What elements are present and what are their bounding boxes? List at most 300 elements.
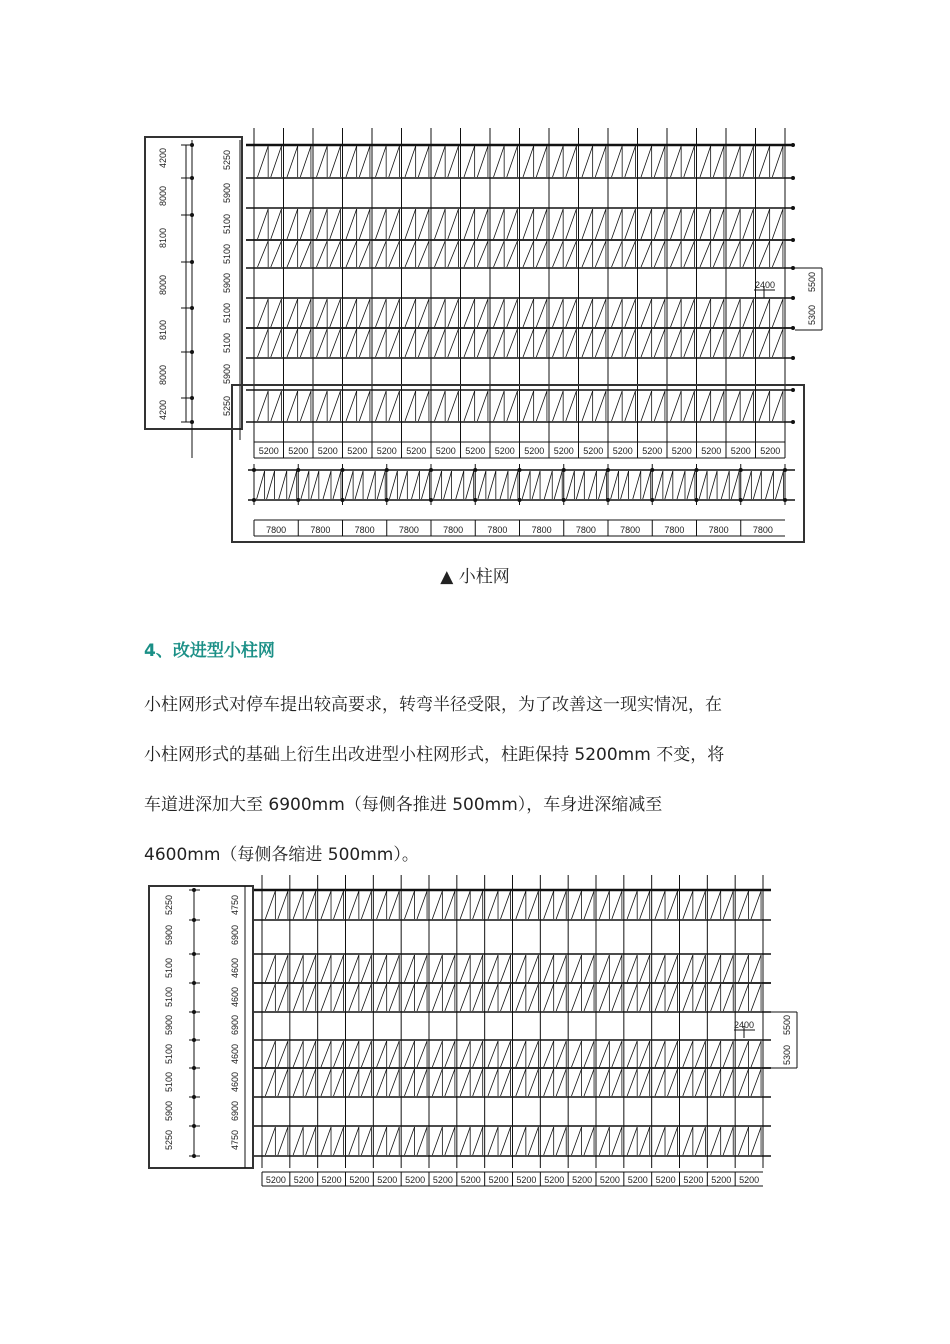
section-heading: 4、改进型小柱网	[144, 641, 275, 661]
stall-stroke	[488, 471, 496, 499]
stall-stroke	[711, 955, 721, 982]
stall-stroke	[346, 146, 357, 177]
stall-stroke	[640, 891, 650, 919]
stall-stroke	[321, 955, 331, 982]
stall-stroke	[772, 146, 783, 177]
stall-stroke	[477, 241, 488, 267]
grid-node	[791, 388, 795, 392]
stall-stroke	[683, 1127, 693, 1155]
detail-frame	[232, 385, 804, 542]
stall-stroke	[417, 1069, 427, 1096]
grid-node	[791, 238, 795, 242]
stall-stroke	[711, 1041, 721, 1067]
grid-node	[192, 1124, 196, 1128]
stall-stroke	[488, 1127, 498, 1155]
stall-stroke	[405, 146, 416, 177]
stall-stroke	[389, 891, 399, 919]
stall-stroke	[612, 299, 623, 327]
stall-stroke	[477, 391, 488, 421]
stall-stroke	[265, 1069, 275, 1096]
annotation-label: 5500	[782, 1014, 792, 1036]
stall-stroke	[695, 891, 705, 919]
grid-node	[190, 213, 194, 217]
dimension-label: 4600	[230, 1043, 240, 1065]
dimension-label: 5200	[405, 1175, 426, 1185]
dimension-label: 5200	[553, 446, 574, 456]
stall-stroke	[464, 146, 475, 177]
stall-stroke	[684, 299, 695, 327]
stall-stroke	[711, 1069, 721, 1096]
stall-stroke	[625, 209, 636, 239]
dimension-label: 5200	[406, 446, 427, 456]
stall-stroke	[625, 329, 636, 357]
stall-stroke	[739, 984, 749, 1011]
stall-stroke	[466, 471, 474, 499]
stall-stroke	[293, 955, 303, 982]
stall-stroke	[445, 1069, 455, 1096]
stall-stroke	[612, 1041, 622, 1067]
dimension-label: 7800	[398, 525, 419, 535]
stall-stroke	[473, 1127, 483, 1155]
stall-stroke	[271, 299, 282, 327]
stall-stroke	[611, 471, 619, 499]
stall-stroke	[300, 391, 311, 421]
stall-stroke	[349, 1127, 359, 1155]
stall-stroke	[522, 471, 530, 499]
stall-stroke	[389, 1127, 399, 1155]
stall-stroke	[566, 391, 577, 421]
section-paragraph	[144, 680, 824, 880]
stall-stroke	[566, 299, 577, 327]
stall-stroke	[501, 1127, 511, 1155]
stall-stroke	[584, 1041, 594, 1067]
dimension-label: 5200	[544, 1175, 565, 1185]
stall-stroke	[730, 146, 741, 177]
stall-stroke	[317, 241, 328, 267]
stall-stroke	[582, 241, 593, 267]
dimension-label: 7800	[575, 525, 596, 535]
stall-stroke	[346, 329, 357, 357]
stall-stroke	[759, 241, 770, 267]
paragraph-line: 4600mm（每侧各缩进 500mm）。	[144, 845, 419, 865]
stall-stroke	[494, 241, 505, 267]
stall-stroke	[553, 299, 564, 327]
stall-stroke	[330, 299, 341, 327]
stall-stroke	[367, 471, 375, 499]
grid-node	[192, 981, 196, 985]
stall-stroke	[258, 241, 269, 267]
left-dimension-frame	[149, 886, 253, 1168]
stall-stroke	[330, 209, 341, 239]
stall-stroke	[418, 391, 429, 421]
dimension-label: 5200	[288, 446, 309, 456]
stall-stroke	[287, 329, 298, 357]
dimension-label: 5900	[164, 1100, 174, 1122]
stall-stroke	[500, 471, 508, 499]
dimension-label: 6900	[230, 1100, 240, 1122]
stall-stroke	[477, 299, 488, 327]
stall-stroke	[435, 209, 446, 239]
stall-stroke	[507, 391, 518, 421]
stall-stroke	[683, 891, 693, 919]
dimension-label: 5200	[265, 1175, 286, 1185]
stall-stroke	[655, 1069, 665, 1096]
small-column-grid-drawing	[0, 0, 950, 560]
dimension-label: 7800	[310, 525, 331, 535]
stall-stroke	[523, 209, 534, 239]
dimension-label: 6900	[230, 1014, 240, 1036]
stall-stroke	[460, 1041, 470, 1067]
stall-stroke	[306, 1069, 316, 1096]
stall-stroke	[432, 1041, 442, 1067]
stall-stroke	[759, 391, 770, 421]
dimension-label: 5200	[730, 446, 751, 456]
stall-stroke	[671, 391, 682, 421]
grid-node	[791, 206, 795, 210]
stall-stroke	[361, 984, 371, 1011]
stall-stroke	[389, 299, 400, 327]
stall-stroke	[516, 1069, 526, 1096]
stall-stroke	[599, 1069, 609, 1096]
stall-stroke	[633, 471, 641, 499]
stall-stroke	[418, 241, 429, 267]
stall-stroke	[359, 209, 370, 239]
dimension-label: 5200	[347, 446, 368, 456]
stall-stroke	[278, 984, 288, 1011]
stall-stroke	[687, 471, 695, 499]
stall-stroke	[477, 209, 488, 239]
dimension-label: 5100	[222, 243, 232, 265]
stall-stroke	[435, 241, 446, 267]
stall-stroke	[556, 1127, 566, 1155]
stall-stroke	[627, 1127, 637, 1155]
stall-stroke	[536, 391, 547, 421]
stall-stroke	[582, 329, 593, 357]
stall-stroke	[359, 391, 370, 421]
stall-stroke	[293, 1041, 303, 1067]
dimension-label: 8100	[158, 227, 168, 249]
stall-stroke	[278, 1069, 288, 1096]
stall-stroke	[713, 299, 724, 327]
stall-stroke	[501, 984, 511, 1011]
stall-stroke	[405, 984, 415, 1011]
grid-node	[739, 498, 743, 502]
stall-stroke	[287, 391, 298, 421]
stall-stroke	[306, 955, 316, 982]
stall-stroke	[349, 1069, 359, 1096]
stall-stroke	[507, 146, 518, 177]
paragraph-line: 小柱网形式对停车提出较高要求，转弯半径受限，为了改善这一现实情况，在	[144, 695, 722, 715]
stall-stroke	[293, 891, 303, 919]
dimension-label: 7800	[664, 525, 685, 535]
stall-stroke	[572, 1041, 582, 1067]
grid-node	[695, 498, 699, 502]
grid-node	[473, 498, 477, 502]
grid-node	[562, 498, 566, 502]
stall-stroke	[739, 1127, 749, 1155]
stall-stroke	[695, 1069, 705, 1096]
stall-stroke	[775, 471, 783, 499]
stall-stroke	[287, 241, 298, 267]
dimension-label: 5200	[376, 446, 397, 456]
stall-stroke	[334, 984, 344, 1011]
stall-stroke	[473, 1041, 483, 1067]
stall-stroke	[759, 299, 770, 327]
stall-stroke	[544, 984, 554, 1011]
dimension-label: 5200	[612, 446, 633, 456]
dimension-label: 5200	[494, 446, 515, 456]
stall-stroke	[684, 209, 695, 239]
stall-stroke	[544, 1069, 554, 1096]
stall-stroke	[621, 471, 629, 499]
grid-node	[650, 468, 654, 472]
stall-stroke	[349, 891, 359, 919]
stall-stroke	[300, 299, 311, 327]
stall-stroke	[434, 471, 442, 499]
stall-stroke	[612, 891, 622, 919]
stall-stroke	[361, 891, 371, 919]
stall-stroke	[684, 391, 695, 421]
stall-stroke	[683, 1069, 693, 1096]
stall-stroke	[473, 955, 483, 982]
stall-stroke	[417, 1127, 427, 1155]
stall-stroke	[405, 891, 415, 919]
stall-stroke	[306, 891, 316, 919]
stall-stroke	[334, 891, 344, 919]
stall-stroke	[599, 891, 609, 919]
stall-stroke	[739, 891, 749, 919]
stall-stroke	[271, 329, 282, 357]
grid-node	[192, 1095, 196, 1099]
stall-stroke	[349, 984, 359, 1011]
stall-stroke	[321, 1127, 331, 1155]
stall-stroke	[668, 955, 678, 982]
stall-stroke	[665, 471, 673, 499]
stall-stroke	[595, 241, 606, 267]
dimension-label: 5200	[432, 1175, 453, 1185]
stall-stroke	[723, 1069, 733, 1096]
stall-stroke	[700, 329, 711, 357]
dimension-label: 5200	[435, 446, 456, 456]
stall-stroke	[293, 1069, 303, 1096]
stall-stroke	[612, 209, 623, 239]
stall-stroke	[377, 891, 387, 919]
stall-stroke	[709, 471, 717, 499]
stall-stroke	[582, 146, 593, 177]
stall-stroke	[523, 391, 534, 421]
stall-stroke	[683, 984, 693, 1011]
stall-stroke	[655, 891, 665, 919]
stall-stroke	[317, 391, 328, 421]
stall-stroke	[460, 1127, 470, 1155]
stall-stroke	[389, 1041, 399, 1067]
stall-stroke	[418, 299, 429, 327]
paragraph-line: 车道进深加大至 6900mm（每侧各推进 500mm），车身进深缩减至	[144, 795, 663, 815]
grid-node	[192, 952, 196, 956]
stall-stroke	[488, 955, 498, 982]
stall-stroke	[523, 146, 534, 177]
stall-stroke	[654, 241, 665, 267]
stall-stroke	[418, 209, 429, 239]
stall-stroke	[306, 984, 316, 1011]
stall-stroke	[640, 955, 650, 982]
stall-stroke	[751, 984, 761, 1011]
stall-stroke	[723, 1127, 733, 1155]
dimension-label: 5100	[222, 213, 232, 235]
stall-stroke	[566, 241, 577, 267]
stall-stroke	[432, 1069, 442, 1096]
stall-stroke	[599, 955, 609, 982]
dimension-label: 5200	[524, 446, 545, 456]
annotation-label: 5300	[782, 1044, 792, 1066]
stall-stroke	[595, 329, 606, 357]
stall-stroke	[599, 984, 609, 1011]
stall-stroke	[584, 891, 594, 919]
grid-node	[791, 420, 795, 424]
stall-stroke	[300, 146, 311, 177]
dimension-label: 8000	[158, 274, 168, 296]
dimension-label: 5200	[572, 1175, 593, 1185]
stall-stroke	[711, 1127, 721, 1155]
stall-stroke	[572, 891, 582, 919]
stall-stroke	[432, 984, 442, 1011]
stall-stroke	[271, 146, 282, 177]
stall-stroke	[361, 1069, 371, 1096]
dimension-label: 8000	[158, 185, 168, 207]
dimension-label: 4200	[158, 147, 168, 169]
stall-stroke	[612, 955, 622, 982]
stall-stroke	[668, 984, 678, 1011]
stall-stroke	[359, 146, 370, 177]
stall-stroke	[554, 471, 562, 499]
grid-node	[341, 468, 345, 472]
stall-stroke	[405, 209, 416, 239]
stall-stroke	[566, 209, 577, 239]
stall-stroke	[445, 891, 455, 919]
stall-stroke	[417, 984, 427, 1011]
stall-stroke	[301, 471, 309, 499]
stall-stroke	[730, 329, 741, 357]
dimension-label: 5100	[164, 957, 174, 979]
stall-stroke	[405, 955, 415, 982]
stall-stroke	[265, 1041, 275, 1067]
stall-stroke	[516, 984, 526, 1011]
stall-stroke	[668, 1127, 678, 1155]
stall-stroke	[448, 146, 459, 177]
stall-stroke	[553, 391, 564, 421]
stall-stroke	[739, 955, 749, 982]
stall-stroke	[625, 146, 636, 177]
dimension-label: 7800	[266, 525, 287, 535]
stall-stroke	[612, 1127, 622, 1155]
dimension-label: 5200	[627, 1175, 648, 1185]
stall-stroke	[772, 299, 783, 327]
stall-stroke	[743, 471, 751, 499]
stall-stroke	[711, 891, 721, 919]
stall-stroke	[739, 1069, 749, 1096]
stall-stroke	[655, 1127, 665, 1155]
stall-stroke	[507, 209, 518, 239]
stall-stroke	[528, 1127, 538, 1155]
stall-stroke	[739, 1041, 749, 1067]
stall-stroke	[473, 984, 483, 1011]
stall-stroke	[640, 1069, 650, 1096]
stall-stroke	[641, 299, 652, 327]
stall-stroke	[349, 1041, 359, 1067]
dimension-label: 5100	[222, 332, 232, 354]
grid-node	[473, 468, 477, 472]
dimension-label: 5200	[642, 446, 663, 456]
stall-stroke	[595, 146, 606, 177]
grid-node	[606, 498, 610, 502]
stall-stroke	[377, 1127, 387, 1155]
stall-stroke	[516, 891, 526, 919]
dimension-label: 5250	[222, 149, 232, 171]
stall-stroke	[321, 984, 331, 1011]
dimension-label: 5200	[683, 1175, 704, 1185]
dimension-label: 5900	[222, 363, 232, 385]
stall-stroke	[544, 1041, 554, 1067]
stall-stroke	[389, 984, 399, 1011]
stall-stroke	[731, 471, 739, 499]
stall-stroke	[464, 329, 475, 357]
stall-stroke	[317, 329, 328, 357]
stall-stroke	[444, 471, 452, 499]
dimension-label: 5100	[164, 986, 174, 1008]
stall-stroke	[334, 1127, 344, 1155]
stall-stroke	[361, 1041, 371, 1067]
stall-stroke	[405, 1041, 415, 1067]
stall-stroke	[417, 955, 427, 982]
grid-node	[791, 326, 795, 330]
stall-stroke	[743, 146, 754, 177]
stall-stroke	[460, 955, 470, 982]
stall-stroke	[405, 299, 416, 327]
grid-node	[190, 396, 194, 400]
grid-node	[296, 468, 300, 472]
grid-node	[791, 176, 795, 180]
grid-node	[518, 498, 522, 502]
dimension-label: 5200	[739, 1175, 760, 1185]
stall-stroke	[432, 1127, 442, 1155]
stall-stroke	[582, 209, 593, 239]
stall-stroke	[743, 391, 754, 421]
stall-stroke	[627, 1041, 637, 1067]
stall-stroke	[536, 146, 547, 177]
stall-stroke	[432, 891, 442, 919]
stall-stroke	[654, 146, 665, 177]
stall-stroke	[751, 1127, 761, 1155]
grid-node	[252, 468, 256, 472]
stall-stroke	[278, 1041, 288, 1067]
stall-stroke	[376, 241, 387, 267]
stall-stroke	[544, 955, 554, 982]
stall-stroke	[612, 241, 623, 267]
stall-stroke	[448, 209, 459, 239]
stall-stroke	[377, 1069, 387, 1096]
grid-node	[791, 143, 795, 147]
stall-stroke	[355, 471, 363, 499]
annotation-label: 5500	[807, 271, 817, 293]
stall-stroke	[265, 955, 275, 982]
stall-stroke	[289, 471, 297, 499]
stall-stroke	[625, 391, 636, 421]
stall-stroke	[445, 1127, 455, 1155]
stall-stroke	[306, 1127, 316, 1155]
stall-stroke	[544, 471, 552, 499]
stall-stroke	[695, 1127, 705, 1155]
stall-stroke	[584, 955, 594, 982]
